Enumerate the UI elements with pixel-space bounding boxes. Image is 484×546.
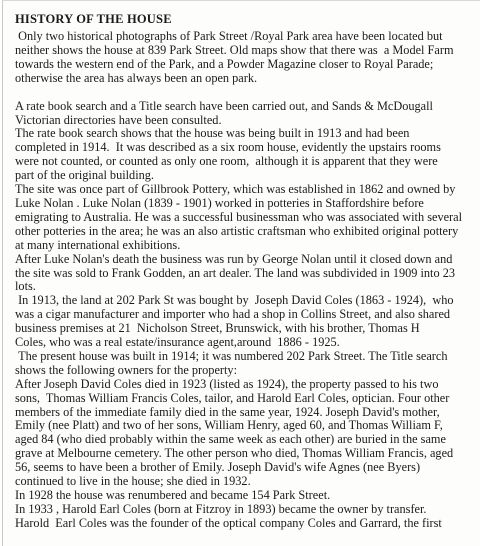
paragraph-rate-book: The rate book search shows that the house was being built in 1913 and had been completed in 1914. It was described as a six room house, evidently the upstairs rooms were not counted, or counted as only one room, although it is apparent that they were part of the original building. (15, 126, 441, 183)
paragraph-photographs: Only two historical photographs of Park Street /Royal Park area have been located but neither shows the house at 839 Park Street. Old maps show that there was a Model Farm towards the western end of the Park, and a Powder Magazine closer to Royal Parade; otherwise the area has always been an open park. (15, 29, 454, 85)
paragraph-gillbrook-pottery: The site was once part of Gillbrook Pottery, which was established in 1862 and owned by Luke Nolan . Luke Nolan (1839 - 1901) worked in potteries in Staffordshire before emigrating to Australia. He was a successful businessman who was associated with several other potteries in the area; he was an also artistic craftsman who exhibited original pottery at many international exhibitions. (15, 182, 463, 252)
document-title: HISTORY OF THE HOUSE (15, 12, 172, 26)
document-page (2, 0, 480, 546)
paragraph-renumbered: In 1928 the house was renumbered and became 154 Park Street. (15, 488, 331, 502)
paragraph-gap (15, 86, 474, 100)
paragraph-present-house: The present house was built in 1914; it was numbered 202 Park Street. The Title search shows the following owners for the property: (15, 348, 448, 377)
paragraph-harold-owner: In 1933 , Harold Earl Coles (born at Fitzroy in 1893) became the owner by transfer. (15, 501, 427, 516)
paragraph-george-nolan: After Luke Nolan's death the business was run by George Nolan until it closed down and the site was sold to Frank Godden, an art dealer. The land was subdivided in 1909 into 23 lots. (15, 251, 455, 294)
paragraph-owners: After Joseph David Coles died in 1923 (listed as 1924), the property passed to his two sons, Thomas William Francis Coles, tailor, and Harold Earl Coles, optician. Four other members of the immediate family died in the same year, 1924. Joseph David's mother, Emily (nee Platt) and two of her sons, William Henry, aged 60, and Thomas William F, aged 84 (who died probably within the same week as each other) are buried in the same grave at Melbourne cemetery. The other person who died, Thomas William Francis, aged 56, seems to have been a brother of Emily. Joseph David's wife Agnes (nee Byers) continued to live in the house; she died in 1932. (15, 376, 454, 489)
paragraph-searches: A rate book search and a Title search have been carried out, and Sands & McDougall Victorian directories have been consulted. (15, 98, 433, 127)
paragraph-joseph-coles: In 1913, the land at 202 Park St was bought by Joseph David Coles (1863 - 1924), who was a cigar manufacturer and importer who had a shop in Collins Street, and also shared business premises at 21 Nicholson Street, Brunswick, with his brother, Thomas H Coles, who was a real estate/insurance agent,around 1886 - 1925. (15, 293, 454, 350)
paragraph-harold-founder: Harold Earl Coles was the founder of the optical company Coles and Garrard, the first (15, 515, 442, 530)
